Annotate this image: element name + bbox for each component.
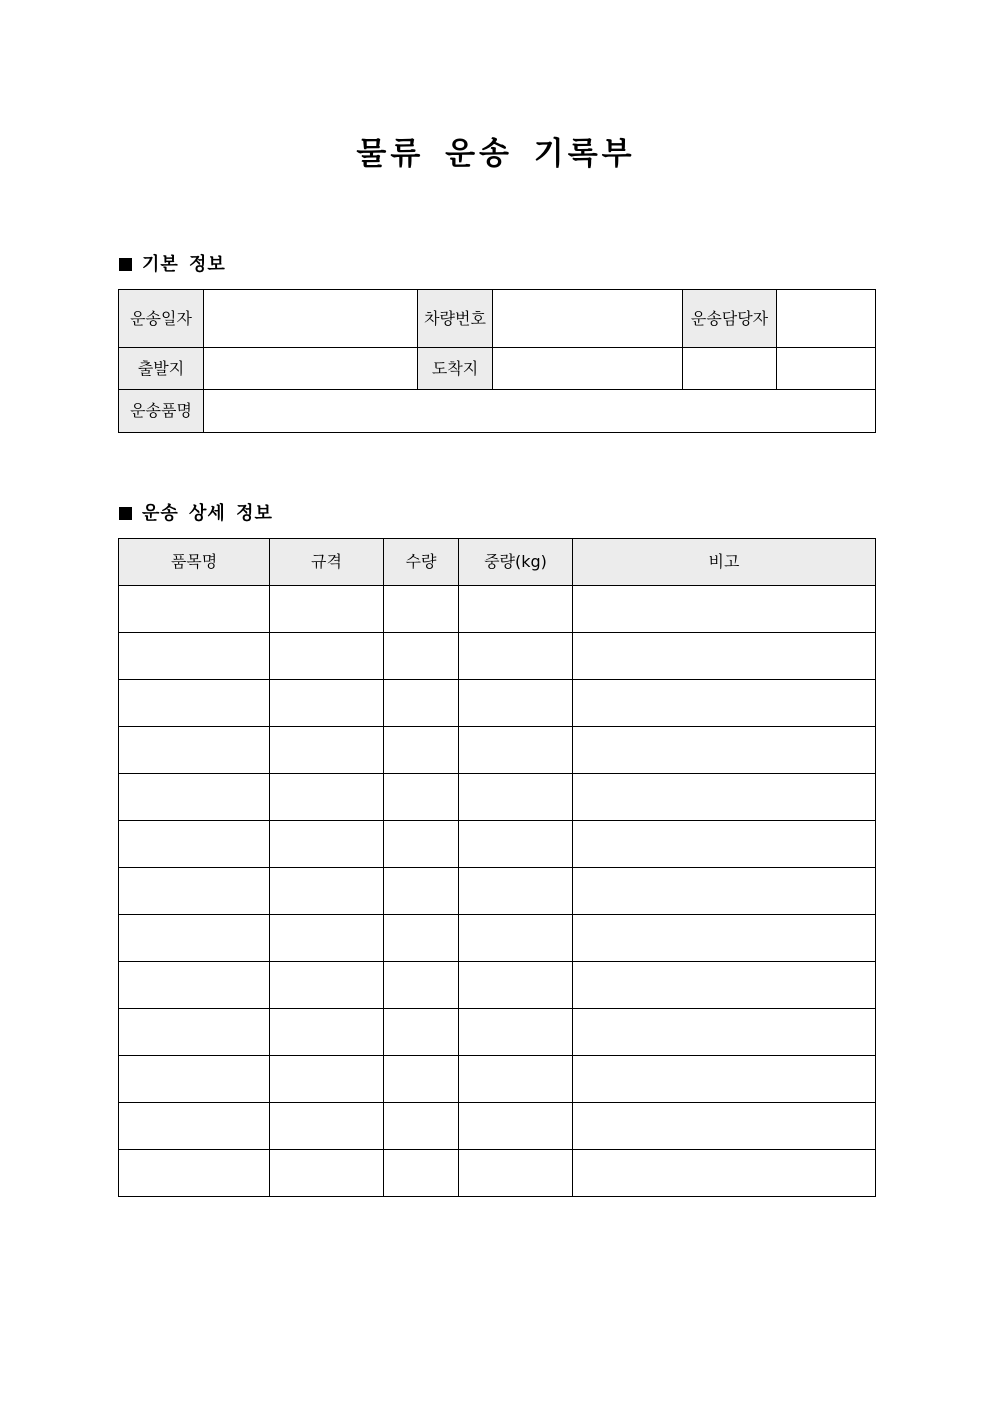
basic-info-heading-text: 기본 정보 <box>142 254 226 275</box>
spec-cell[interactable] <box>270 962 384 1009</box>
table-row <box>119 868 876 915</box>
remarks-cell[interactable] <box>573 915 876 962</box>
driver-field[interactable] <box>777 290 876 348</box>
item-name-cell[interactable] <box>119 962 270 1009</box>
quantity-cell[interactable] <box>384 727 459 774</box>
quantity-cell[interactable] <box>384 1150 459 1197</box>
spec-cell[interactable] <box>270 586 384 633</box>
spec-cell[interactable] <box>270 868 384 915</box>
remarks-cell[interactable] <box>573 868 876 915</box>
transport-date-label: 운송일자 <box>119 290 204 348</box>
square-bullet-icon <box>119 258 132 271</box>
spec-cell[interactable] <box>270 821 384 868</box>
remarks-cell[interactable] <box>573 962 876 1009</box>
quantity-cell[interactable] <box>384 774 459 821</box>
remarks-cell[interactable] <box>573 774 876 821</box>
weight-cell[interactable] <box>459 1009 573 1056</box>
spec-cell[interactable] <box>270 727 384 774</box>
item-name-cell[interactable] <box>119 680 270 727</box>
column-header-remarks: 비고 <box>573 539 876 586</box>
remarks-cell[interactable] <box>573 586 876 633</box>
remarks-cell[interactable] <box>573 680 876 727</box>
weight-cell[interactable] <box>459 1103 573 1150</box>
quantity-cell[interactable] <box>384 586 459 633</box>
quantity-cell[interactable] <box>384 633 459 680</box>
spec-cell[interactable] <box>270 680 384 727</box>
quantity-cell[interactable] <box>384 680 459 727</box>
column-header-weight: 중량(kg) <box>459 539 573 586</box>
item-name-cell[interactable] <box>119 1150 270 1197</box>
item-name-cell[interactable] <box>119 586 270 633</box>
item-name-cell[interactable] <box>119 727 270 774</box>
table-row <box>119 1056 876 1103</box>
table-row <box>119 727 876 774</box>
weight-cell[interactable] <box>459 680 573 727</box>
weight-cell[interactable] <box>459 821 573 868</box>
table-row <box>119 1103 876 1150</box>
item-name-cell[interactable] <box>119 774 270 821</box>
quantity-cell[interactable] <box>384 868 459 915</box>
extra-field[interactable] <box>777 348 876 390</box>
remarks-cell[interactable] <box>573 1103 876 1150</box>
spec-cell[interactable] <box>270 1103 384 1150</box>
spec-cell[interactable] <box>270 633 384 680</box>
item-name-cell[interactable] <box>119 1103 270 1150</box>
spec-cell[interactable] <box>270 1150 384 1197</box>
item-name-cell[interactable] <box>119 868 270 915</box>
item-name-cell[interactable] <box>119 821 270 868</box>
table-row <box>119 633 876 680</box>
item-name-cell[interactable] <box>119 1009 270 1056</box>
vehicle-number-field[interactable] <box>493 290 683 348</box>
extra-field[interactable] <box>683 348 777 390</box>
weight-cell[interactable] <box>459 868 573 915</box>
item-name-cell[interactable] <box>119 915 270 962</box>
detail-info-heading-text: 운송 상세 정보 <box>142 503 273 524</box>
weight-cell[interactable] <box>459 633 573 680</box>
item-name-cell[interactable] <box>119 633 270 680</box>
origin-label: 출발지 <box>119 348 204 390</box>
column-header-item: 품목명 <box>119 539 270 586</box>
remarks-cell[interactable] <box>573 821 876 868</box>
spec-cell[interactable] <box>270 1056 384 1103</box>
weight-cell[interactable] <box>459 727 573 774</box>
remarks-cell[interactable] <box>573 633 876 680</box>
quantity-cell[interactable] <box>384 962 459 1009</box>
weight-cell[interactable] <box>459 1150 573 1197</box>
table-row <box>119 586 876 633</box>
item-name-cell[interactable] <box>119 1056 270 1103</box>
spec-cell[interactable] <box>270 1009 384 1056</box>
weight-cell[interactable] <box>459 1056 573 1103</box>
detail-info-table <box>118 538 876 1197</box>
weight-cell[interactable] <box>459 586 573 633</box>
quantity-cell[interactable] <box>384 915 459 962</box>
detail-info-heading <box>119 501 273 527</box>
item-name-label: 운송품명 <box>119 390 204 433</box>
item-name-field[interactable] <box>204 390 876 433</box>
weight-cell[interactable] <box>459 774 573 821</box>
table-row <box>119 680 876 727</box>
quantity-cell[interactable] <box>384 821 459 868</box>
weight-cell[interactable] <box>459 962 573 1009</box>
square-bullet-icon <box>119 507 132 520</box>
spec-cell[interactable] <box>270 774 384 821</box>
quantity-cell[interactable] <box>384 1103 459 1150</box>
transport-date-field[interactable] <box>204 290 418 348</box>
remarks-cell[interactable] <box>573 1150 876 1197</box>
document-title: 물류 운송 기록부 <box>356 136 636 172</box>
table-row <box>119 1009 876 1056</box>
column-header-spec: 규격 <box>270 539 384 586</box>
quantity-cell[interactable] <box>384 1056 459 1103</box>
weight-cell[interactable] <box>459 915 573 962</box>
spec-cell[interactable] <box>270 915 384 962</box>
basic-info-heading <box>119 252 226 278</box>
destination-label: 도착지 <box>418 348 493 390</box>
quantity-cell[interactable] <box>384 1009 459 1056</box>
remarks-cell[interactable] <box>573 727 876 774</box>
column-header-quantity: 수량 <box>384 539 459 586</box>
driver-label: 운송담당자 <box>683 290 777 348</box>
table-row <box>119 915 876 962</box>
origin-field[interactable] <box>204 348 418 390</box>
table-row <box>119 962 876 1009</box>
detail-table-body <box>119 586 876 1197</box>
remarks-cell[interactable] <box>573 1009 876 1056</box>
destination-field[interactable] <box>493 348 683 390</box>
vehicle-number-label: 차량번호 <box>418 290 493 348</box>
basic-info-table <box>118 289 876 433</box>
table-row <box>119 1150 876 1197</box>
table-row <box>119 821 876 868</box>
remarks-cell[interactable] <box>573 1056 876 1103</box>
table-row <box>119 774 876 821</box>
